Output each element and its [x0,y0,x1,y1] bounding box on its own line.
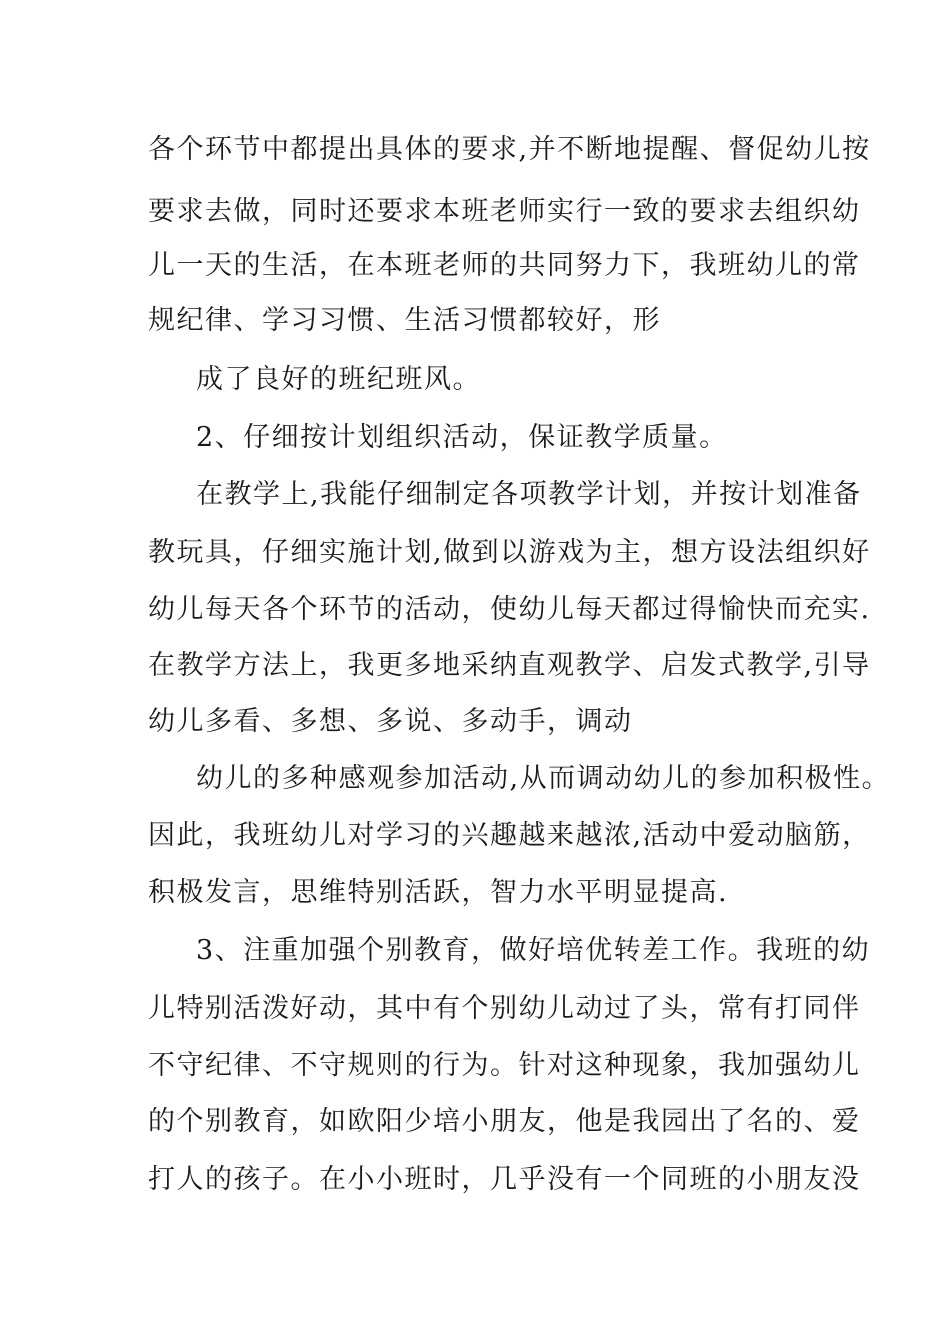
text-line-19: 打人的孩子。在小小班时，几乎没有一个同班的小朋友没 [148,1164,861,1195]
text-line-11: 幼儿多看、多想、多说、多动手，调动 [148,706,633,737]
text-line-3: 儿一天的生活，在本班老师的共同努力下，我班幼儿的常 [148,250,861,281]
text-line-4: 规纪律、学习习惯、生活习惯都较好，形 [148,305,661,336]
text-line-5: 成了良好的班纪班风。 [196,364,481,395]
text-line-10: 在教学方法上，我更多地采纳直观教学、启发式教学,引导 [148,650,871,681]
text-line-9: 幼儿每天各个环节的活动，使幼儿每天都过得愉快而充实. [148,594,871,625]
text-line-17: 不守纪律、不守规则的行为。针对这种现象，我加强幼儿 [148,1050,861,1081]
text-line-15: 3、注重加强个别教育，做好培优转差工作。我班的幼 [196,935,871,966]
text-line-8: 教玩具，仔细实施计划,做到以游戏为主，想方设法组织好 [148,537,871,568]
text-line-7: 在教学上,我能仔细制定各项教学计划，并按计划准备 [196,479,862,510]
text-line-16: 儿特别活泼好动，其中有个别幼儿动过了头，常有打同伴 [148,993,861,1024]
text-line-13: 因此，我班幼儿对学习的兴趣越来越浓,活动中爱动脑筋， [148,820,871,851]
text-line-18: 的个别教育，如欧阳少培小朋友，他是我园出了名的、爱 [148,1106,861,1137]
text-line-14: 积极发言，思维特别活跃，智力水平明显提高. [148,877,729,908]
text-line-2: 要求去做，同时还要求本班老师实行一致的要求去组织幼 [148,196,861,227]
text-line-12: 幼儿的多种感观参加活动,从而调动幼儿的参加积极性。 [196,763,891,794]
text-line-6: 2、仔细按计划组织活动，保证教学质量。 [196,422,728,453]
text-line-1: 各个环节中都提出具体的要求,并不断地提醒、督促幼儿按 [148,134,871,165]
